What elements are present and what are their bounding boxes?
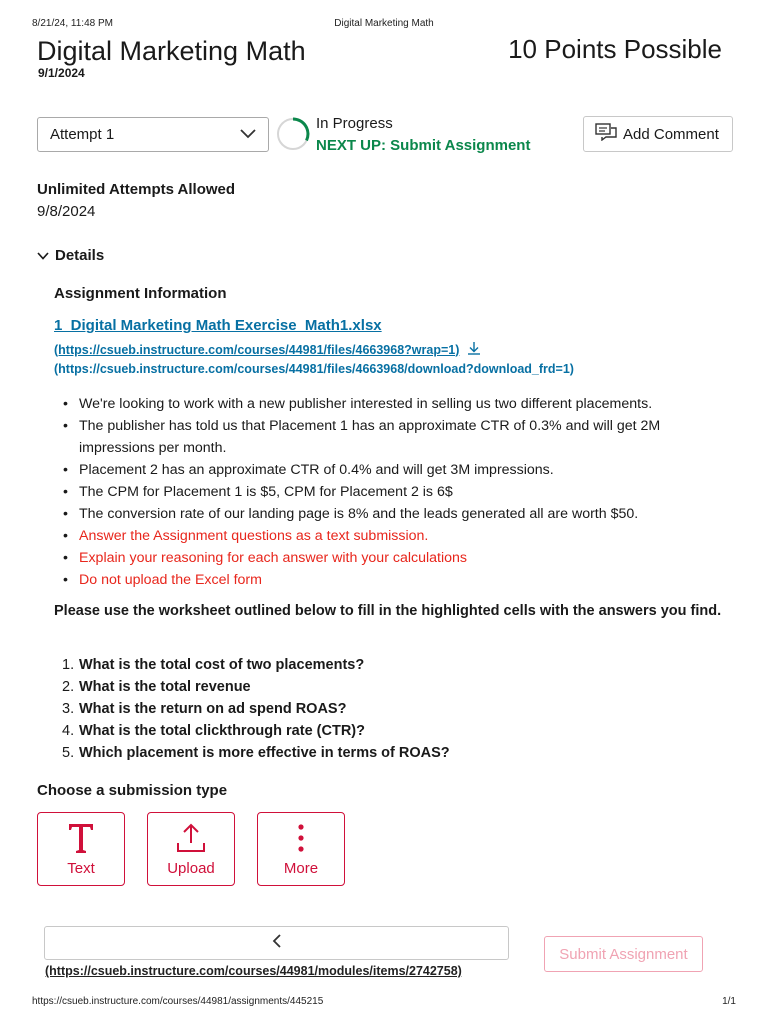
list-item: • We're looking to work with a new publisher interested in selling us two different placements. [79,393,729,415]
list-item: • Do not upload the Excel form [79,569,729,591]
worksheet-instructions: Please use the worksheet outlined below to fill in the highlighted cells with the answers you find. [54,603,722,619]
due-date: 9/1/2024 [38,66,85,80]
list-item [62,654,450,676]
question-number: 1. [62,657,75,673]
details-toggle-label: Details [55,247,105,264]
chevron-down-icon [37,247,55,264]
attempt-select[interactable] [37,117,269,152]
question-number: 2. [62,679,75,695]
print-url: https://csueb.instructure.com/courses/44981/assignments/445215 [32,996,324,1007]
text-submission-label: Text [67,860,95,877]
print-footer [32,996,736,1007]
assignment-title: Digital Marketing Math [37,36,306,66]
question-text: What is the total cost of two placements? [79,657,365,673]
next-up-status: NEXT UP: Submit Assignment [316,137,531,154]
question-text: What is the total clickthrough rate (CTR)? [79,723,365,739]
download-url-link[interactable]: (https://csueb.instructure.com/courses/44981/files/4663968/download?download_frd=1) [54,362,574,376]
more-vertical-icon [258,821,344,855]
list-item: • Placement 2 has an approximate CTR of 0.4% and will get 3M impressions. [79,459,729,481]
question-text: What is the return on ad spend ROAS? [79,701,347,717]
question-number: 5. [62,745,75,761]
print-page-number: 1/1 [722,996,736,1007]
list-item: • The CPM for Placement 1 is $5, CPM for Placement 2 is 6$ [79,481,729,503]
file-url-text: (https://csueb.instructure.com/courses/44981/files/4663968?wrap=1) [54,342,460,357]
question-number: 3. [62,701,75,717]
question-text: Which placement is more effective in terms of ROAS? [79,745,450,761]
list-item [62,720,450,742]
list-item: • Answer the Assignment questions as a text submission. [79,525,729,547]
upload-submission-label: Upload [167,860,215,877]
assignment-info-heading: Assignment Information [54,285,227,302]
question-number: 4. [62,723,75,739]
text-submission-button[interactable] [37,812,125,886]
progress-ring-icon [276,117,310,151]
assignment-bullets [79,393,729,591]
question-list [62,654,450,764]
list-item [62,698,450,720]
list-item: • Explain your reasoning for each answer with your calculations [79,547,729,569]
question-text: What is the total revenue [79,679,251,695]
previous-url-link[interactable]: (https://csueb.instructure.com/courses/44981/modules/items/2742758) [45,964,462,978]
details-toggle[interactable] [37,247,104,264]
print-page-title: Digital Marketing Math [334,18,434,29]
text-icon [38,821,124,855]
attempt-select-value: Attempt 1 [50,126,115,143]
status-title: In Progress [316,115,393,132]
print-header [32,18,736,32]
list-item [62,742,450,764]
submission-type-heading: Choose a submission type [37,782,228,799]
chevron-left-icon [272,934,282,953]
comment-icon [595,123,623,145]
add-comment-label: Add Comment [623,125,719,143]
more-submission-button[interactable] [257,812,345,886]
file-link[interactable]: 1_Digital Marketing Math Exercise_Math1.xlsx [54,317,382,334]
available-date: 9/8/2024 [37,203,96,220]
previous-button[interactable] [44,926,509,960]
chevron-down-icon [240,126,256,143]
add-comment-button[interactable] [583,116,733,152]
submit-assignment-button[interactable]: Submit Assignment [544,936,703,972]
file-url-link[interactable] [54,341,481,358]
upload-submission-button[interactable] [147,812,235,886]
print-timestamp: 8/21/24, 11:48 PM [32,18,113,29]
download-icon[interactable] [459,341,481,358]
attempts-allowed: Unlimited Attempts Allowed [37,181,236,198]
list-item: • The conversion rate of our landing page is 8% and the leads generated all are worth $50. [79,503,729,525]
upload-icon [148,821,234,855]
more-submission-label: More [283,860,319,877]
points-possible: 10 Points Possible [508,34,722,64]
list-item [62,676,450,698]
list-item: • The publisher has told us that Placement 1 has an approximate CTR of 0.3% and will get 2M impressions per month. [79,415,729,459]
